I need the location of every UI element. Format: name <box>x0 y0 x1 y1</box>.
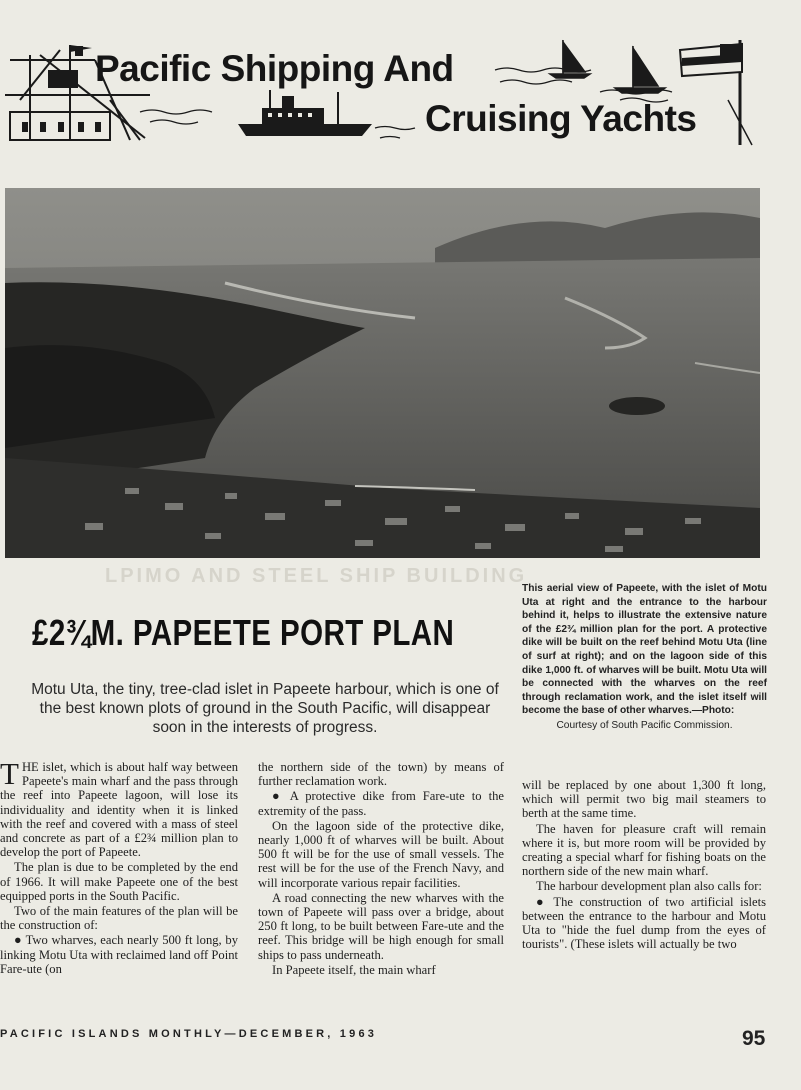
photo-caption <box>522 582 767 733</box>
masthead <box>0 0 801 170</box>
page-number: 95 <box>742 1027 766 1050</box>
bullet-paragraph: ● The construction of two artificial islets between the entrance to the harbour and Motu Uta to "hide the fuel dump from the eyes of tourists". (These islets will actually be two <box>522 894 766 952</box>
masthead-title-line1: Pacific Shipping And <box>95 48 454 89</box>
bleed-through-text: LPIMO AND STEEL SHIP BUILDING <box>105 565 528 587</box>
article-headline: £2¾M. PAPEETE PORT PLAN <box>32 612 455 653</box>
paragraph: HE islet, which is about half way between Papeete's main wharf and the pass through the reef into Papeete lagoon, will lose its individuality and identity when it is linked with the reef and covered with a mass of steel and concrete as part of a £2¾ million plan to develop the port of Papeete. <box>0 760 238 860</box>
article-column-3 <box>522 778 766 952</box>
caption-credit: Courtesy of South Pacific Commission. <box>556 719 733 731</box>
paragraph: In Papeete itself, the main wharf <box>272 962 436 977</box>
paragraph: Two of the main features of the plan will be the construction of: <box>0 904 238 933</box>
paragraph: The plan is due to be completed by the end of 1966. It will make Papeete one of the best equipped ports in the South Pacific. <box>0 860 238 903</box>
paragraph: the northern side of the town) by means of further reclamation work. <box>258 760 504 789</box>
page-footer: PACIFIC ISLANDS MONTHLY—DECEMBER, 1963 <box>0 1028 378 1040</box>
aerial-photo <box>5 188 760 558</box>
paragraph: On the lagoon side of the protective dike, nearly 1,000 ft of wharves will be built. About 500 ft will be for the use of small vessels. The rest will be for the use of the French Navy, and will incorporate various repair facilities. <box>258 818 504 890</box>
article-column-2 <box>258 760 504 978</box>
bullet-paragraph: ● Two wharves, each nearly 500 ft long, by linking Motu Uta with reclaimed land off Point Fare-ute (on <box>0 933 238 976</box>
drop-cap: T <box>0 756 19 791</box>
article-lead: Motu Uta, the tiny, tree-clad islet in Papeete harbour, which is one of the best known plots of ground in the South Pacific, will disappear soon in the interests of progress. <box>31 681 499 736</box>
paragraph: The harbour development plan also calls for: <box>536 879 762 894</box>
paragraph: A road connecting the new wharves with the town of Papeete will pass over a bridge, about 250 ft long, to be built between Fare-ute and the reef. This bridge will be high enough for small ships to pass underneath. <box>258 890 504 962</box>
masthead-title-line2: Cruising Yachts <box>425 98 697 139</box>
paragraph: will be replaced by one about 1,300 ft long, which will permit two big mail steamers to berth at the same time. <box>522 778 766 821</box>
article-column-1 <box>0 756 238 977</box>
caption-text: This aerial view of Papeete, with the islet of Motu Uta at right and the entrance to the harbour behind it, helps to illustrate the extensive nature of the £2¾ million plan for the port. A protective dike will be built on the reef behind Motu Uta (line of surf at right); and on the lagoon side of this dike 1,000 ft. of wharves will be built. Motu Uta will be connected with the wharves on the reef through reclamation work, and the islet itself will become the base of other wharves.—Photo: <box>522 583 767 717</box>
paragraph: The haven for pleasure craft will remain where it is, but more room will be provided by creating a special wharf for fishing boats on the northern side of the new main wharf. <box>522 821 766 879</box>
bullet-paragraph: ● A protective dike from Fare-ute to the extremity of the pass. <box>258 789 504 818</box>
